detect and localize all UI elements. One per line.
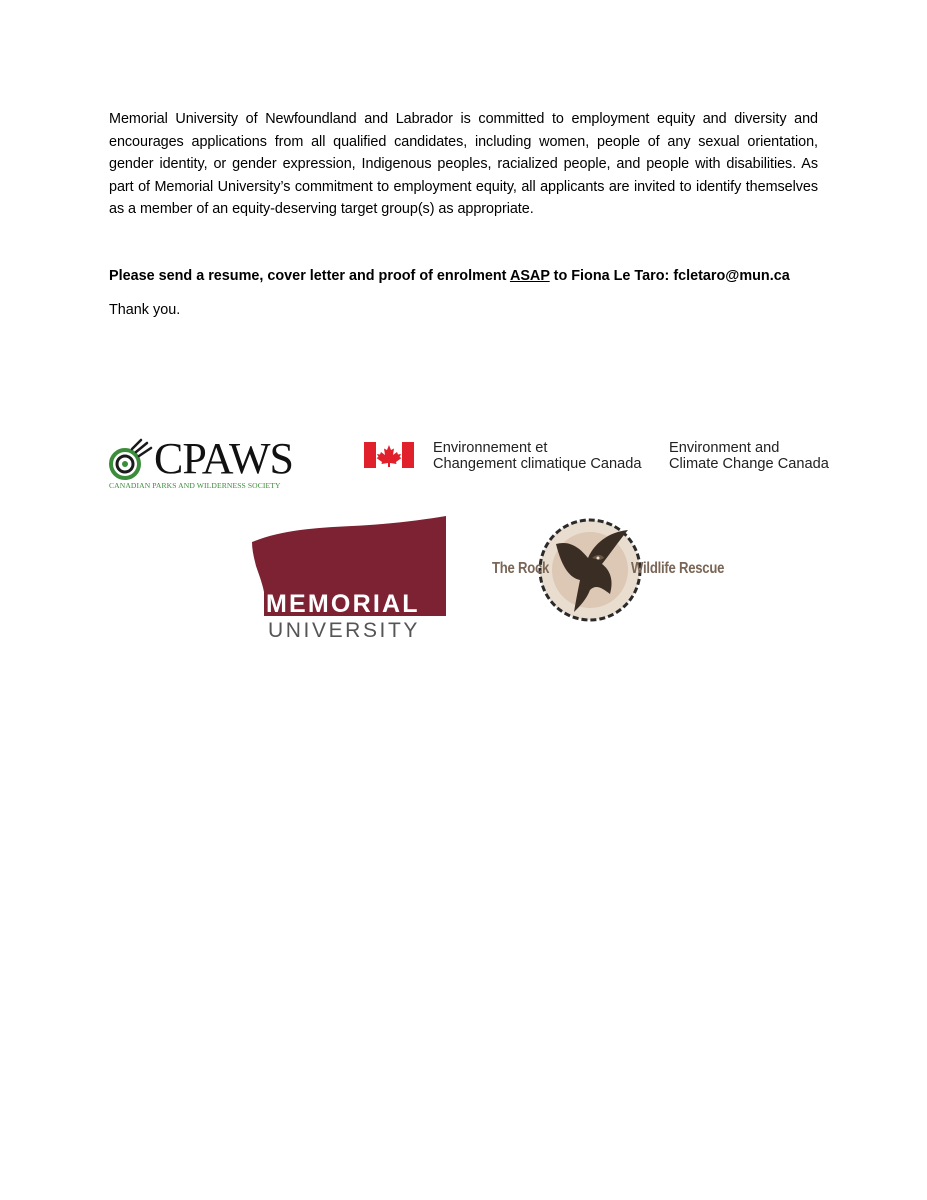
rock-wildlife-rescue-logo — [492, 514, 728, 626]
rock-text-right: Wildlife Rescue — [631, 560, 725, 577]
equity-statement: Memorial University of Newfoundland and Labrador is committed to employment equity and diversity and encourages applications from all qualified candidates, including women, people of any sexual orientation, gender identity, or gender expression, Indigenous peoples, racialized people, and people with disabilities. As part of Memorial University’s commitment to employment equity, all applicants are invited to identify themselves as a member of an equity-deserving target group(s) as appropriate. — [109, 111, 818, 218]
eccc-english-line2: Climate Change Canada — [669, 456, 829, 472]
memorial-university-logo — [252, 516, 448, 644]
application-instructions — [109, 266, 790, 286]
eccc-english-line1: Environment and — [669, 440, 780, 456]
cpaws-subtitle: CANADIAN PARKS AND WILDERNESS SOCIETY — [109, 481, 281, 490]
eccc-french-line1: Environnement et — [433, 440, 548, 456]
eagle-emblem-icon — [536, 514, 644, 626]
cpaws-emblem-icon — [108, 437, 154, 481]
rock-text-left: The Rock — [492, 560, 550, 577]
eccc-french — [433, 440, 642, 472]
cta-text-after: to Fiona Le Taro: fcletaro@mun.ca — [549, 268, 790, 284]
eccc-french-line2: Changement climatique Canada — [433, 456, 642, 472]
cpaws-logo — [108, 434, 300, 493]
eccc-english — [669, 440, 829, 472]
cta-text-before: Please send a resume, cover letter and proof of enrolment — [109, 268, 510, 284]
memorial-wordmark: MEMORIAL — [266, 590, 420, 618]
cta-asap: ASAP — [509, 268, 550, 284]
university-wordmark: UNIVERSITY — [268, 619, 421, 642]
thank-you-text: Thank you. — [109, 302, 181, 318]
cpaws-name: CPAWS — [154, 434, 294, 483]
eccc-signature — [364, 440, 844, 476]
canada-flag-icon — [364, 442, 414, 468]
